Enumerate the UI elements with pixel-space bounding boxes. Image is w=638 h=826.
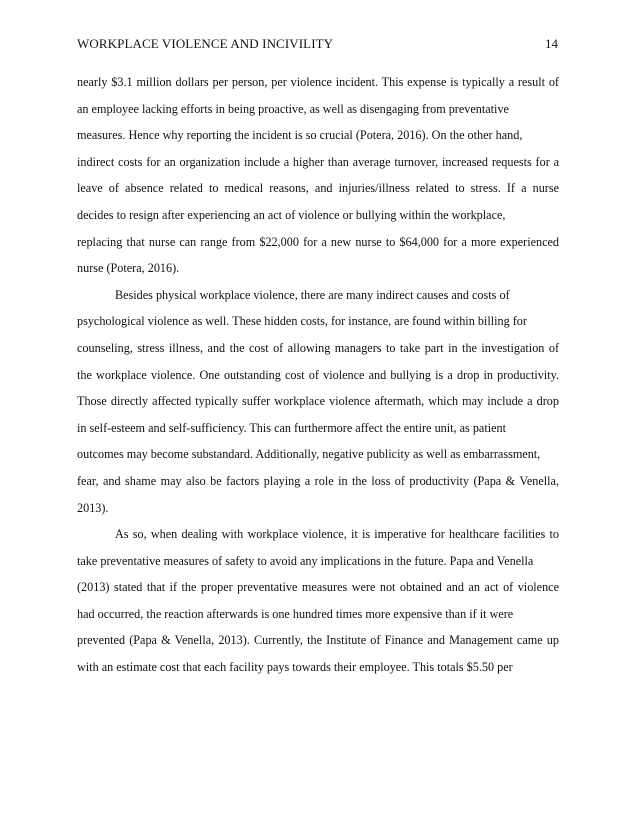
text-line: indirect costs for an organization include a higher than average turnover, increased requests for a [77,154,559,169]
text-line: had occurred, the reaction afterwards is one hundred times more expensive than if it were [77,606,514,621]
text-line: an employee lacking efforts in being proactive, as well as disengaging from preventative [77,101,509,116]
text-line: prevented (Papa & Venella, 2013). Currently, the Institute of Finance and Management came up [77,633,559,648]
text-line: fear, and shame may also be factors playing a role in the loss of productivity (Papa & Venella, [77,473,559,488]
text-line: As so, when dealing with workplace violence, it is imperative for healthcare facilities to [115,527,559,542]
text-line: measures. Hence why reporting the incident is so crucial (Potera, 2016). On the other hand, [77,128,523,143]
text-line: the workplace violence. One outstanding cost of violence and bullying is a drop in productivity. [77,367,559,382]
text-line: take preventative measures of safety to avoid any implications in the future. Papa and Venella [77,553,534,568]
text-line: Those directly affected typically suffer workplace violence aftermath, which may include a drop [77,394,559,409]
text-line: outcomes may become substandard. Additionally, negative publicity as well as embarrassment, [77,447,541,462]
text-line: decides to resign after experiencing an act of violence or bullying within the workplace, [77,207,506,222]
text-line: 2013). [77,500,109,515]
text-line: nearly $3.1 million dollars per person, per violence incident. This expense is typically a result of [77,75,559,89]
text-line: (2013) stated that if the proper preventative measures were not obtained and an act of violence [77,580,559,595]
text-line: in self-esteem and self-sufficiency. This can furthermore affect the entire unit, as patient [77,420,506,435]
body-text [77,73,559,685]
text-line: Besides physical workplace violence, there are many indirect causes and costs of [115,287,510,302]
running-head: WORKPLACE VIOLENCE AND INCIVILITY [77,36,334,51]
text-line: psychological violence as well. These hidden costs, for instance, are found within billing for [77,314,527,329]
page-number: 14 [545,36,558,51]
text-line: nurse (Potera, 2016). [77,261,180,276]
text-line: replacing that nurse can range from $22,000 for a new nurse to $64,000 for a more experienced [77,234,559,249]
text-line: with an estimate cost that each facility pays towards their employee. This totals $5.50 per [77,660,513,675]
page-header [77,36,558,52]
text-line: leave of absence related to medical reasons, and injuries/illness related to stress. If a nurse [77,181,559,196]
text-line: counseling, stress illness, and the cost of allowing managers to take part in the investigation of [77,340,559,355]
